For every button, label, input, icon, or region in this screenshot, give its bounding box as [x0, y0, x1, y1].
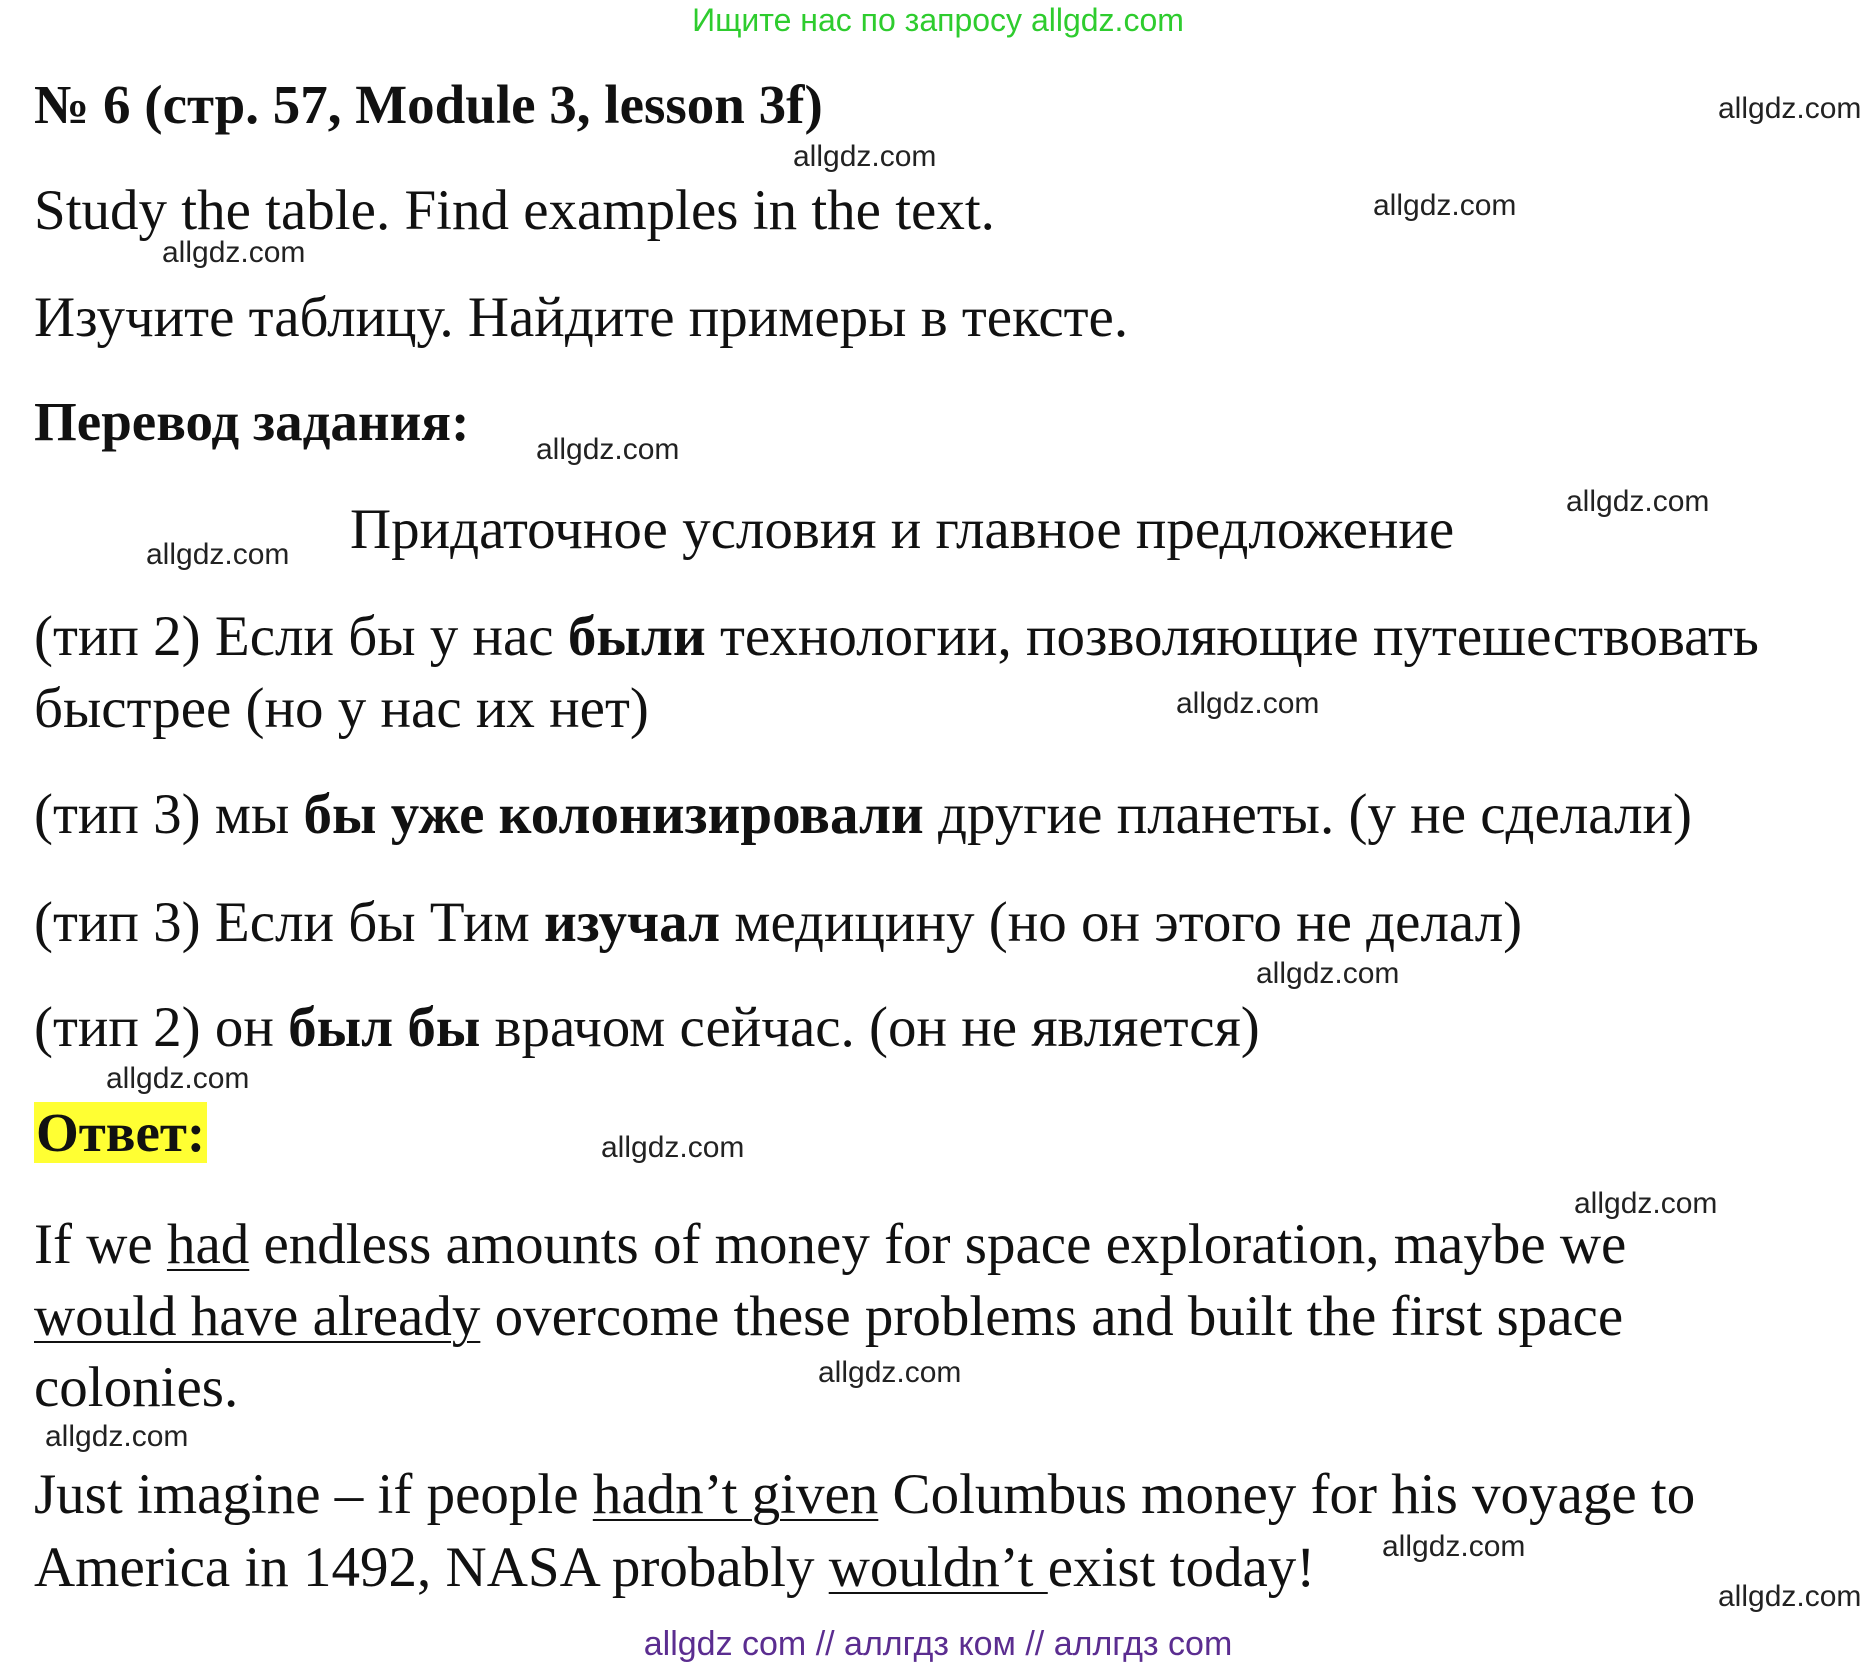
watermark: allgdz.com: [1176, 687, 1320, 720]
watermark: allgdz.com: [1718, 92, 1862, 125]
text-segment: другие планеты. (у не сделали): [923, 783, 1693, 846]
bold-segment: изучал: [543, 891, 721, 954]
answer-line-1: [34, 1210, 1626, 1280]
translation-line-3: [34, 780, 1692, 850]
text-segment: быстрее (но у нас их нет): [34, 677, 649, 740]
underlined-verb: wouldn’t: [828, 1536, 1048, 1599]
answer-label: Ответ:: [36, 1102, 206, 1163]
translation-heading: Перевод задания:: [34, 391, 470, 452]
answer-line-2: [34, 1282, 1623, 1352]
watermark: allgdz.com: [1382, 1530, 1526, 1563]
bold-segment: были: [567, 605, 706, 668]
watermark: allgdz.com: [536, 433, 680, 466]
text-segment: (тип 3) Если бы Тим: [34, 891, 544, 954]
watermark: allgdz.com: [1373, 189, 1517, 222]
watermark: allgdz.com: [601, 1131, 745, 1164]
answer-label-row: [34, 1098, 207, 1168]
exercise-title: № 6 (стр. 57, Module 3, lesson 3f): [34, 74, 823, 135]
underlined-verb: would have already: [34, 1285, 481, 1348]
watermark: allgdz.com: [162, 236, 306, 269]
watermark: allgdz.com: [1566, 485, 1710, 518]
footer-links: allgdz com // аллгдз ком // аллгдз com: [643, 1625, 1233, 1663]
watermark: allgdz.com: [818, 1356, 962, 1389]
underlined-verb: had: [166, 1213, 250, 1276]
watermark: allgdz.com: [1256, 957, 1400, 990]
watermark: allgdz.com: [146, 538, 290, 571]
text-segment: endless amounts of money for space exploration, maybe we: [249, 1213, 1627, 1276]
text-segment: Columbus money for his voyage to: [878, 1463, 1696, 1526]
watermark: allgdz.com: [793, 140, 937, 173]
text-segment: colonies.: [34, 1356, 239, 1419]
watermark: allgdz.com: [45, 1420, 189, 1453]
translation-line-1: [34, 602, 1759, 672]
text-segment: overcome these problems and built the first space: [480, 1285, 1624, 1348]
answer-line-4: [34, 1460, 1695, 1530]
instruction-en: Study the table. Find examples in the text.: [34, 179, 995, 242]
text-segment: врачом сейчас. (он не является): [480, 996, 1260, 1059]
answer-line-5: [34, 1533, 1315, 1603]
watermark: allgdz.com: [1718, 1580, 1862, 1613]
text-segment: exist today!: [1047, 1536, 1316, 1599]
text-segment: If we: [34, 1213, 167, 1276]
answer-line-3: [34, 1353, 238, 1423]
translation-line-4: [34, 888, 1522, 958]
underlined-verb: hadn’t given: [592, 1463, 879, 1526]
text-segment: (тип 2) Если бы у нас: [34, 605, 568, 668]
text-segment: Just imagine – if people: [34, 1463, 593, 1526]
table-title: Придаточное условия и главное предложение: [350, 498, 1455, 561]
bold-segment: был бы: [288, 996, 481, 1059]
watermark: allgdz.com: [106, 1062, 250, 1095]
watermark: allgdz.com: [1574, 1187, 1718, 1220]
bold-segment: бы уже колонизировали: [303, 783, 924, 846]
text-segment: технологии, позволяющие путешествовать: [705, 605, 1759, 668]
text-segment: медицину (но он этого не делал): [720, 891, 1523, 954]
translation-line-2: [34, 674, 649, 744]
text-segment: (тип 3) мы: [34, 783, 304, 846]
text-segment: (тип 2) он: [34, 996, 289, 1059]
top-banner: Ищите нас по запросу allgdz.com: [692, 2, 1184, 38]
text-segment: America in 1492, NASA probably: [34, 1536, 829, 1599]
translation-line-5: [34, 993, 1260, 1063]
instruction-ru: Изучите таблицу. Найдите примеры в тексте.: [34, 286, 1129, 349]
